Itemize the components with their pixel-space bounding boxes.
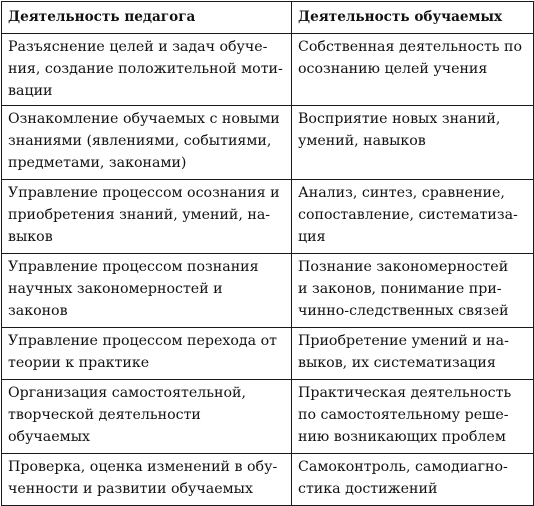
teacher-activity-cell: [2, 254, 292, 328]
cell-text: Управление процессом осознания и приобретения знаний, умений, на- выков: [8, 185, 280, 245]
cell-text: Анализ, синтез, сравнение, сопоставление, систематиза- ция: [298, 185, 518, 245]
header-teacher-activity: Деятельность педагога: [2, 2, 292, 34]
learner-activity-cell: [292, 180, 534, 254]
table-row: [2, 380, 534, 454]
learner-activity-cell: [292, 34, 534, 106]
teacher-activity-cell: [2, 454, 292, 506]
cell-text: Восприятие новых знаний, умений, навыков: [298, 111, 501, 149]
table-row: [2, 180, 534, 254]
learner-activity-cell: [292, 454, 534, 506]
learner-activity-cell: [292, 106, 534, 180]
header-learner-activity: Деятельность обучаемых: [292, 2, 534, 34]
cell-text: Ознакомление обучаемых с новыми знаниями (явлениями, событиями, предметами, законами): [8, 111, 280, 171]
cell-text: Познание закономерностей и законов, понимание при- чинно-следственных связей: [298, 259, 509, 319]
cell-text: Приобретение умений и на- выков, их систематизация: [298, 333, 509, 371]
teacher-activity-cell: [2, 180, 292, 254]
table-row: [2, 106, 534, 180]
learner-activity-cell: [292, 328, 534, 380]
cell-text: Собственная деятельность по осознанию целей учения: [298, 39, 523, 77]
cell-text: Управление процессом перехода от теории к практике: [8, 333, 278, 371]
teacher-activity-cell: [2, 34, 292, 106]
teacher-activity-cell: [2, 106, 292, 180]
table-row: [2, 254, 534, 328]
pedagogy-activity-table: [1, 1, 534, 506]
header-row: [2, 2, 534, 34]
table-row: [2, 34, 534, 106]
table-row: [2, 328, 534, 380]
teacher-activity-cell: [2, 380, 292, 454]
learner-activity-cell: [292, 380, 534, 454]
cell-text: Самоконтроль, самодиагно- стика достижений: [298, 459, 508, 497]
cell-text: Организация самостоятельной, творческой деятельности обучаемых: [8, 385, 246, 445]
learner-activity-cell: [292, 254, 534, 328]
cell-text: Управление процессом познания научных закономерностей и законов: [8, 259, 259, 319]
cell-text: Разъяснение целей и задач обуче- ния, создание положительной моти- вации: [8, 39, 283, 99]
cell-text: Практическая деятельность по самостоятельному реше- нию возникающих проблем: [298, 385, 512, 445]
teacher-activity-cell: [2, 328, 292, 380]
table-row: [2, 454, 534, 506]
cell-text: Проверка, оценка изменений в обу- ченности и развитии обучаемых: [8, 459, 278, 497]
